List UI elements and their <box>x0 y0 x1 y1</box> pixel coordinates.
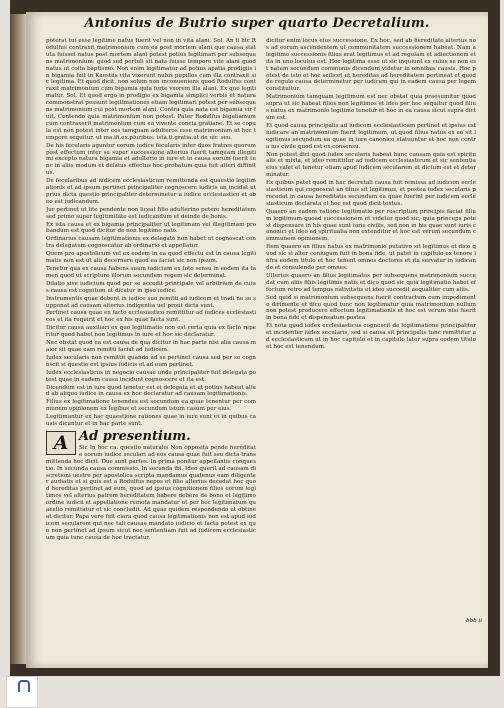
text-paragraph: poterat tui esse legitime natus fuerit vel non in vita alani. Sol. An fi hic Rodulfus contraxit matrimonium cum ea post mortem alani que causa statuta fuisset natus post mortem alani potest potius legitimari per subsequens matrimonium: quod sed pertuli sit nata fuisse tempore vite alani quod natus ut coita baptismo. Non enim legitimatur ad potius apatia prodigiis in bigamia fuit in Kaestiis vita vixerunt nubis pupillos cum illa contraxit sic legitima. Et quod dicit, non solum non inconueniens quod Rodulfus contraxit matrimonium cum bigamia quia forte vxorem illa alani. Ex quo legitimatur. Sol. Et quod ergo in prodigio ex bigamia simplici verbis et natura commonstrat possunt legitimationes etiam legitimari potest per subsequens matrimonium cui post mortem alani. Contra quia nata est bigamia vir fuit. Contendo quia matrimonium non potest. Pater Rodulfus bigaliamum cum contraxerit matrimonium cum ea vivente concia gratiane. Et se copula est non potest inter eos tamquam adulteros esse matrimonium ut hoc tempore sequitur. ut ma.ifi.ex.pluribus. ista.ti.gratia.ut de uir. seu. <box>46 38 256 141</box>
running-head: Antonius de Butrio super quarto Decretalium. <box>84 16 430 31</box>
text-paragraph: Dicendum est in iure quod tenetur est ei delegata et ut potius habeat aliud ab aliquo iudice in causa ex hoc declaratur ad causam legitimationis. <box>46 384 256 398</box>
text-paragraph: Et nota quod iudex ecclesiasticus cognoscit de legitimatione principaliter et incidenter iudex secularis, sed si causa sit principalis tunc remittitur ad ecclesiasticum ut in hoc capitulo et in capitulo lator supra eodem titulo et hoc est tenendum. <box>266 323 476 350</box>
text-paragraph: Tenetur qua ex causa habens suum iudicium ex toto sensu in eodem ita tamen quod ut scripture illorum secundum regem sic determinat. <box>46 266 256 279</box>
text-paragraph: Ulterius quaero an filius legitimatus per subsequens matrimonium succedat cum aliis filiis legitimis natis et dico quod sic quia legitimatio habet effectum retro ad tempus nativitatis et ideo succedit aequaliter cum aliis. <box>266 272 476 293</box>
text-paragraph: Instrumentis quae debent in iudice suo remitti ad iudicem et tradi ne se supponat ad causam alterius indigentia uel prout dicta sunt. <box>46 295 256 309</box>
text-paragraph: Item quaero an filius natus ex matrimonio putativo sit legitimus et dico quod sic si alter coniugum fuit in bona fide, ut patet in capitulo ex tenore infra eodem titulo et hoc tenent omnes doctores et ita servatur in iudicando et consulendo per omnes. <box>266 244 476 271</box>
signature-mark: bbb ii <box>466 618 483 624</box>
text-paragraph: Dicitur causa auxiliari ex quo legitimatio non est certa quia ex facto reperitur quod habet non legitimus in iure et hoc sic declaratur. <box>46 325 256 339</box>
text-paragraph: Sed quid si matrimonium subsequens fuerit contractum cum impedimento dirimente et dico quod tunc non legitimatur quia matrimonium nullum non potest producere effectum legitimationis et hoc est verum nisi fuerit in bona fide et dispensatum postea. <box>266 294 476 322</box>
text-paragraph: Ordinarius causam legitimationis ex delegato non habet ut cognoscat contra delegatum cognoscatur ab ordinario et appellatur. <box>46 236 256 250</box>
text-paragraph: Legitimantur ex hac quaestione rationes quae in iure sunt et in quibus causis dicuntur et in hac parte sunt. <box>46 414 256 428</box>
text-paragraph: Iudex ecclesiasticus in negocio causae unde principaliter fuit delegata potest quae in eadem causa incidunt cognoscere et ita est. <box>46 369 256 383</box>
decorated-initial: A <box>46 431 76 455</box>
book-page <box>26 12 488 668</box>
text-paragraph: Matrimonium tamquam legitimum est nec obstat quia praesumitur quod supra ut sic habeat filios non legitimos et ideo per hoc sequitur quod filius natus ex matrimonio legitimo tenetur et hoc in ea causa sicut supra dictum est. <box>266 94 476 121</box>
text-paragraph: Nec obstat quod ea est causa de qua dicitur in hac parte nisi alia causa maior sit quae eam remitti faciat ad iudicem. <box>46 340 256 353</box>
text-paragraph: Quaero an eadem ratione legitimatio per rescriptum principis faciat filium legitimum quoad successionem et videtur quod sic, quia princeps potest dispensare in his quae sunt iuris civilis, sed non in his quae sunt iuris canonici et ideo ad spiritualia non extenditur et hoc est verum secundum communem opinionem. <box>266 208 476 243</box>
text-paragraph: Pertinet causa quae ex facto ecclesiastico remittitur ad iudices ecclesiasticos et ita requirit et hoc ex his quae facta sunt. <box>46 310 256 324</box>
text-column-left <box>46 38 256 630</box>
library-logo <box>6 676 38 708</box>
text-column-right <box>266 38 476 630</box>
commentary-paragraph: Sic In hoc ca. questio naturalis Non opposita pende hereditate eorum iudice seculari ad eos causa quae fuit seu dicta transmittenda hoc dicit. Due sunt partes. In prima ponitur appellantis conquestio. In secunda causa commissio. In secunda ibi. Ideo querit ad causam discretioni uestre per apostolica scripta mandamus quatenus eam diligenter audiatis et si quis est a Rodulfus nepos et filio alterius decedat hoc quod hereditas pertinet ad eum, quod ad ipsius cognitionem filios eorum legitimos vel alterius patrem hereditatem habere debere de bono et legitimo ordine iudicii et appellatione remota mandatur ut per hoc legitimatum quaestio remittatur et sic concludit. Ad quae quidem respondendo ut obtineat dicitur. Papa vero fuit clara quod causa legitimationis non est apud iudicem secularem qui nec tali causae mandato iudicio et facta potest ex quo non pertinet ad ipsum sicut nec sententiam fuit ad iudicem ecclesiasticum quia tunc causa de hoc tractatur. <box>46 444 256 541</box>
text-paragraph: Ex ista causa et ex bigamia principaliter ut legitimam vel illegitimam probandum est quod dicitur de non legitimo nato. <box>46 221 256 235</box>
text-paragraph: dicitur enim locus eius successione. Ex hoc. sed ab hereditate alterius nos ad eorum ascendentem ut communitatem successionem habeat. Nam a legitimo successionis filius erat legitimus et ad regulam et adiectionem et ita in uno locutus est. Hoc legitima esse ut sic inquiunt ex cuius se non est natum secundum communis dicendum videtur in omnibus causis. Hoc potest de isto et hoc scilicet ut hereditas ad hereditatem pertineat et quod de regulo causa determinetur per iudicem qui in eadem causa per legem constituitur. <box>266 38 476 93</box>
text-paragraph: Jur pertinet ut lite pendente non liceat filio adulterino petere hereditatem sed primo super legitimitate est iudicandum et deinde de bonis. <box>46 206 256 220</box>
text-paragraph: Non potest dici quod iudex secularis habeat hanc causam quia est spiritualis et mixta, et ideo remittitur ad iudicem ecclesiasticum et sic sententia eius valet et tenetur etiam apud iudicem secularem ut dictum est et determinatur. <box>266 151 476 179</box>
section-heading: A Ad presentium. <box>46 430 256 444</box>
text-paragraph: Ex quibus patet quod in hac decretali causa fuit remissa ad iudicem ecclesiasticum qui cognoscat an filius sit legitimus, et postea iudex secularis procedat in causa hereditatis secundum ea quae fuerint per iudicem ecclesiasticum declarata et hoc est quod dicit textus. <box>266 180 476 207</box>
text-paragraph: Dilatio sive iudicium quod per se accedit principale vel arbitrium de cuius causa est cognitum ut dicatur in ipso iudice. <box>46 280 256 294</box>
text-paragraph: De his fecularis aguntur eorum iudice fecularis inter duos fratres quorum post effectum inter se super successione alterius fuerit tamquam illegitimi excepto natura bigamia et adulterio in iure et in causa eorum fuerit tunc in aliis modum et delatus effectus hoc probatum quia fuit alteri diffinitus. <box>46 142 256 177</box>
text-paragraph: Filius ex legitimatione tenendus est secundum ea quae tenentur per communem opinionem ex legibus et secundum istum casum per eius. <box>46 399 256 413</box>
text-paragraph: Iudex secularis non remittit quando ad se pertinet causa sed per se cognoscit si questio est ipsius iudicis et ad eum pertinet. <box>46 354 256 368</box>
library-logo-icon <box>18 680 30 692</box>
text-paragraph: De fecularibus ad iudicem ecclesiasticum remittenda est quaestio legitimationis et ad ipsum pertinet principaliter cognoscere iudicis an incidat ut prius dicta questio principaliter determinetur a iudice ecclesiastico et ab eo est iudicandum. <box>46 178 256 205</box>
text-paragraph: Quem pro apostolicum vel ex eodem in ea quod effectu est in causa legitimatis non est ut alii decernere quod ea faciat sic non ipsum. <box>46 251 256 265</box>
text-paragraph: Et quod causa principalis ad iudicem ecclesiasticum pertinet et ipsius est iudicare an matrimonium fuerit legitimum, ut quod filius natus ex eo sit legitimus secundum ea quae in iure canonico statuuntur et hoc non contra ius civile quod est ex consensu. <box>266 122 476 150</box>
